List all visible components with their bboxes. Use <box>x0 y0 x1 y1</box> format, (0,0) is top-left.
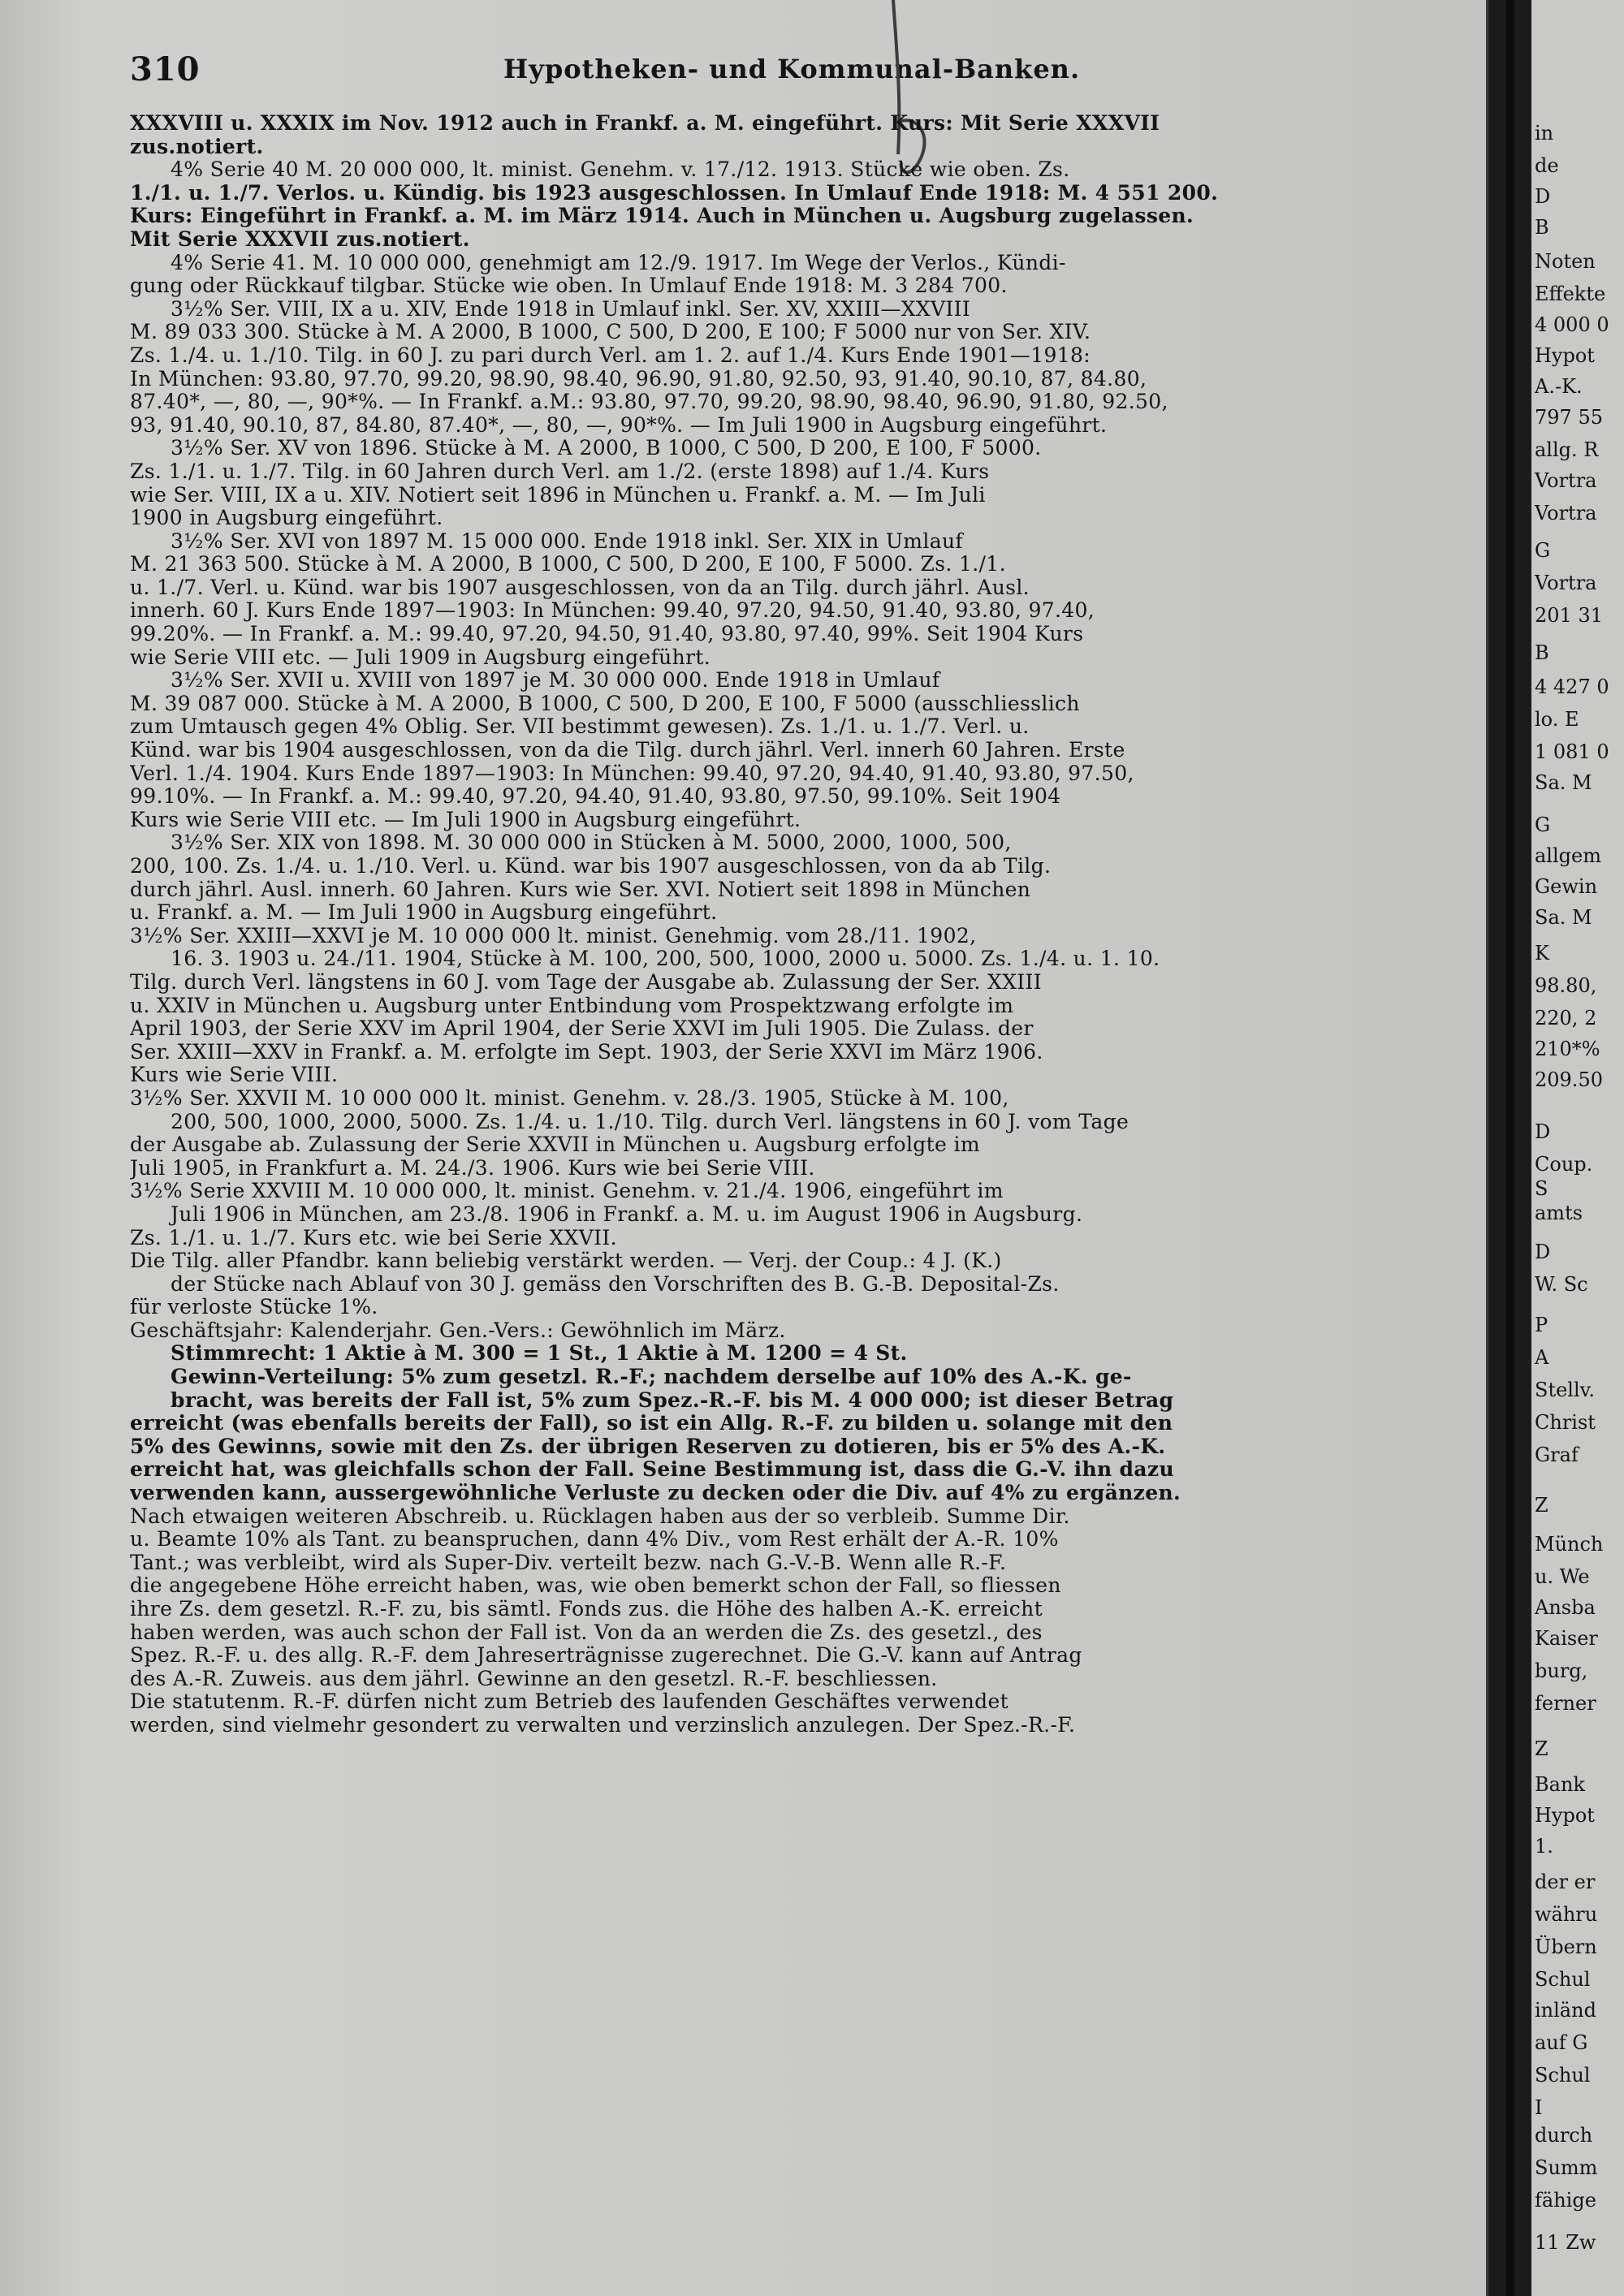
next-page-text-fragment: 210*% <box>1535 1038 1600 1060</box>
text-line: Tant.; was verbleibt, wird als Super-Div. verteilt bezw. nach G.-V.-B. Wenn alle R.-F. <box>130 1551 1007 1574</box>
text-line: 3½% Ser. VIII, IX a u. XIV, Ende 1918 in Umlauf inkl. Ser. XV, XXIII—XXVIII <box>171 297 971 321</box>
next-page-text-fragment: Hypot <box>1535 1804 1595 1827</box>
next-page-text-fragment: Christ <box>1535 1411 1596 1434</box>
next-page-text-fragment: 1. <box>1535 1835 1553 1858</box>
text-line: Stimmrecht: 1 Aktie à M. 300 = 1 St., 1 Aktie à M. 1200 = 4 St. <box>171 1342 908 1366</box>
next-page-text-fragment: allg. R <box>1535 438 1599 461</box>
next-page-text-fragment: 11 Zw <box>1535 2231 1596 2254</box>
text-line: 16. 3. 1903 u. 24./11. 1904, Stücke à M. 100, 200, 500, 1000, 2000 u. 5000. Zs. 1./4. u. 1. 10. <box>171 947 1160 971</box>
next-page-text-fragment: 98.80, <box>1535 974 1597 997</box>
text-line: 200, 100. Zs. 1./4. u. 1./10. Verl. u. Künd. war bis 1907 ausgeschlossen, von da ab Tilg. <box>130 855 1052 878</box>
next-page-text-fragment: Bank <box>1535 1773 1585 1796</box>
text-line: April 1903, der Serie XXV im April 1904, der Serie XXVI im Juli 1905. Die Zulass. der <box>130 1017 1034 1041</box>
text-line: Tilg. durch Verl. längstens in 60 J. vom Tage der Ausgabe ab. Zulassung der Ser. XXIII <box>130 970 1042 994</box>
next-page-text-fragment: K <box>1535 942 1549 965</box>
text-line: zus.notiert. <box>130 135 264 158</box>
text-line: 99.20%. — In Frankf. a. M.: 99.40, 97.20, 94.50, 91.40, 93.80, 97.40, 99%. Seit 1904 Kurs <box>130 623 1084 646</box>
text-line: 3½% Ser. XVII u. XVIII von 1897 je M. 30 000 000. Ende 1918 in Umlauf <box>171 669 940 693</box>
next-page-text-fragment: burg, <box>1535 1659 1588 1682</box>
next-page-text-fragment: Z <box>1535 1737 1548 1760</box>
text-line: 5% des Gewinns, sowie mit den Zs. der übrigen Reserven zu dotieren, bis er 5% des A.-K. <box>130 1435 1166 1458</box>
text-line: Mit Serie XXXVII zus.notiert. <box>130 227 470 251</box>
next-page-text-fragment: auf G <box>1535 2031 1588 2054</box>
text-line: gung oder Rückkauf tilgbar. Stücke wie oben. In Umlauf Ende 1918: M. 3 284 700. <box>130 274 1008 298</box>
next-page-text-fragment: D <box>1535 185 1551 208</box>
next-page-text-fragment: der er <box>1535 1871 1596 1893</box>
text-line: 4% Serie 41. M. 10 000 000, genehmigt am 12./9. 1917. Im Wege der Verlos., Kündi- <box>171 251 1066 274</box>
text-line: zum Umtausch gegen 4% Oblig. Ser. VII bestimmt gewesen). Zs. 1./1. u. 1./7. Verl. u. <box>130 715 1030 739</box>
text-line: die angegebene Höhe erreicht haben, was, wie oben bemerkt schon der Fall, so fliessen <box>130 1574 1061 1598</box>
next-page-text-fragment: Vortra <box>1535 572 1597 594</box>
next-page-text-fragment: Sa. M <box>1535 771 1592 794</box>
next-page-text-fragment: 1 081 0 <box>1535 740 1609 763</box>
next-page-text-fragment: 4 000 0 <box>1535 313 1609 336</box>
text-line: Die statutenm. R.-F. dürfen nicht zum Betrieb des laufenden Geschäftes verwendet <box>130 1690 1009 1714</box>
text-line: 3½% Ser. XXVII M. 10 000 000 lt. minist. Genehm. v. 28./3. 1905, Stücke à M. 100, <box>130 1086 1009 1110</box>
text-line: Kurs wie Serie VIII. <box>130 1064 339 1087</box>
next-page-text-fragment: Effekte <box>1535 283 1606 305</box>
next-page-text-fragment: durch <box>1535 2124 1593 2147</box>
next-page-text-fragment: 4 427 0 <box>1535 675 1609 698</box>
book-gutter <box>1486 0 1534 2296</box>
page-header <box>130 50 1445 89</box>
text-line: 93, 91.40, 90.10, 87, 84.80, 87.40*, —, 80, —, 90*%. — Im Juli 1900 in Augsburg eingeführt. <box>130 413 1108 437</box>
next-page-text-fragment: B <box>1535 216 1549 239</box>
next-page-text-fragment: in <box>1535 122 1554 145</box>
next-page-text-fragment: D <box>1535 1241 1551 1263</box>
text-line: u. 1./7. Verl. u. Künd. war bis 1907 ausgeschlossen, von da an Tilg. durch jährl. Ausl. <box>130 576 1030 599</box>
text-line: innerh. 60 J. Kurs Ende 1897—1903: In München: 99.40, 97.20, 94.50, 91.40, 93.80, 97.40, <box>130 599 1095 623</box>
text-line: ihre Zs. dem gesetzl. R.-F. zu, bis sämtl. Fonds zus. die Höhe des halben A.-K. erreicht <box>130 1598 1043 1621</box>
text-line: u. XXIV in München u. Augsburg unter Entbindung vom Prospektzwang erfolgte im <box>130 994 1014 1017</box>
text-line: Zs. 1./1. u. 1./7. Tilg. in 60 Jahren durch Verl. am 1./2. (erste 1898) auf 1./4. Kurs <box>130 460 990 483</box>
next-page-text-fragment: Coup. <box>1535 1153 1593 1176</box>
text-line: Juli 1905, in Frankfurt a. M. 24./3. 1906. Kurs wie bei Serie VIII. <box>130 1156 815 1180</box>
next-page-text-fragment: lo. E <box>1535 708 1579 731</box>
text-line: XXXVIII u. XXXIX im Nov. 1912 auch in Frankf. a. M. eingeführt. Kurs: Mit Serie XXXVII <box>130 112 1160 135</box>
next-page-text-fragment: Noten <box>1535 250 1596 273</box>
text-line: Juli 1906 in München, am 23./8. 1906 in Frankf. a. M. u. im August 1906 in Augsburg. <box>171 1202 1083 1226</box>
next-page-text-fragment: I <box>1535 2096 1543 2119</box>
next-page-text-fragment: Vortra <box>1535 469 1597 492</box>
text-line: 1./1. u. 1./7. Verlos. u. Kündig. bis 1923 ausgeschlossen. In Umlauf Ende 1918: M. 4 551 200. <box>130 181 1219 205</box>
next-page-text-fragment: B <box>1535 641 1549 664</box>
next-page-text-fragment: 797 55 <box>1535 406 1603 429</box>
text-line: 3½% Ser. XVI von 1897 M. 15 000 000. Ende 1918 inkl. Ser. XIX in Umlauf <box>171 529 964 553</box>
next-page-text-fragment: Vortra <box>1535 502 1597 524</box>
next-page-text-fragment: u. We <box>1535 1565 1590 1588</box>
text-line: für verloste Stücke 1%. <box>130 1296 378 1319</box>
right-book-page-fragment <box>1531 0 1624 2296</box>
text-line: M. 21 363 500. Stücke à M. A 2000, B 1000, C 500, D 200, E 100, F 5000. Zs. 1./1. <box>130 553 1006 576</box>
text-line: Verl. 1./4. 1904. Kurs Ende 1897—1903: In München: 99.40, 97.20, 94.40, 91.40, 93.80, 97.50, <box>130 762 1134 785</box>
next-page-text-fragment: Übern <box>1535 1936 1597 1958</box>
text-line: Die Tilg. aller Pfandbr. kann beliebig verstärkt werden. — Verj. der Coup.: 4 J. (K.) <box>130 1249 1002 1273</box>
next-page-text-fragment: währu <box>1535 1903 1598 1926</box>
text-line: 3½% Ser. XXIII—XXVI je M. 10 000 000 lt. minist. Genehmig. vom 28./11. 1902, <box>130 924 977 947</box>
next-page-text-fragment: Graf <box>1535 1444 1579 1466</box>
text-line: durch jährl. Ausl. innerh. 60 Jahren. Kurs wie Ser. XVI. Notiert seit 1898 in München <box>130 878 1031 901</box>
text-line: des A.-R. Zuweis. aus dem jährl. Gewinne an den gesetzl. R.-F. beschliessen. <box>130 1667 938 1690</box>
next-page-text-fragment: inländ <box>1535 1999 1596 2022</box>
next-page-text-fragment: Kaiser <box>1535 1627 1598 1650</box>
next-page-text-fragment: S <box>1535 1177 1548 1200</box>
text-line: Geschäftsjahr: Kalenderjahr. Gen.-Vers.: Gewöhnlich im März. <box>130 1318 786 1342</box>
text-line: erreicht (was ebenfalls bereits der Fall), so ist ein Allg. R.-F. zu bilden u. solange mit den <box>130 1412 1173 1435</box>
next-page-text-fragment: allgem <box>1535 844 1601 867</box>
text-line: 1900 in Augsburg eingeführt. <box>130 507 443 530</box>
next-page-text-fragment: G <box>1535 814 1551 836</box>
text-line: Künd. war bis 1904 ausgeschlossen, von da die Tilg. durch jährl. Verl. innerh 60 Jahren. Erste <box>130 739 1125 762</box>
text-line: Spez. R.-F. u. des allg. R.-F. dem Jahreserträgnisse zugerechnet. Die G.-V. kann auf Antrag <box>130 1644 1082 1668</box>
running-title: Hypotheken- und Kommunal-Banken. <box>503 54 1081 84</box>
text-line: der Ausgabe ab. Zulassung der Serie XXVII in München u. Augsburg erfolgte im <box>130 1133 980 1157</box>
page-number: 310 <box>130 50 201 88</box>
text-line: 99.10%. — In Frankf. a. M.: 99.40, 97.20, 94.40, 91.40, 93.80, 97.50, 99.10%. Seit 1904 <box>130 785 1061 809</box>
text-line: 3½% Serie XXVIII M. 10 000 000, lt. minist. Genehm. v. 21./4. 1906, eingeführt im <box>130 1180 1004 1203</box>
text-line: 200, 500, 1000, 2000, 5000. Zs. 1./4. u. 1./10. Tilg. durch Verl. längstens in 60 J. vom Tage <box>171 1110 1129 1133</box>
text-line: verwenden kann, aussergewöhnliche Verluste zu decken oder die Div. auf 4% zu ergänzen. <box>130 1482 1181 1505</box>
text-line: Zs. 1./4. u. 1./10. Tilg. in 60 J. zu pari durch Verl. am 1. 2. auf 1./4. Kurs Ende 1901—1918: <box>130 343 1091 367</box>
text-line: Gewinn-Verteilung: 5% zum gesetzl. R.-F.; nachdem derselbe auf 10% des A.-K. ge- <box>171 1366 1132 1389</box>
next-page-text-fragment: Ansba <box>1535 1596 1596 1619</box>
next-page-text-fragment: 220, 2 <box>1535 1007 1597 1029</box>
next-page-text-fragment: Gewin <box>1535 875 1598 898</box>
next-page-text-fragment: Münch <box>1535 1533 1604 1556</box>
next-page-text-fragment: A.-K. <box>1535 375 1583 398</box>
text-line: 4% Serie 40 M. 20 000 000, lt. minist. Genehm. v. 17./12. 1913. Stücke wie oben. Zs. <box>171 158 1070 182</box>
next-page-text-fragment: Stellv. <box>1535 1379 1595 1401</box>
text-line: u. Beamte 10% als Tant. zu beanspruchen, dann 4% Div., vom Rest erhält der A.-R. 10% <box>130 1528 1059 1552</box>
next-page-text-fragment: amts <box>1535 1202 1583 1224</box>
next-page-text-fragment: P <box>1535 1314 1548 1336</box>
text-line: Kurs: Eingeführt in Frankf. a. M. im März 1914. Auch in München u. Augsburg zugelassen. <box>130 205 1194 228</box>
text-line: erreicht hat, was gleichfalls schon der Fall. Seine Bestimmung ist, dass die G.-V. ihn dazu <box>130 1458 1174 1482</box>
next-page-text-fragment: A <box>1535 1346 1549 1369</box>
next-page-text-fragment: 209.50 <box>1535 1068 1603 1091</box>
text-line: bracht, was bereits der Fall ist, 5% zum Spez.-R.-F. bis M. 4 000 000; ist dieser Betrag <box>171 1388 1174 1412</box>
text-line: haben werden, was auch schon der Fall ist. Von da an werden die Zs. des gesetzl., des <box>130 1621 1043 1644</box>
text-line: wie Serie VIII etc. — Juli 1909 in Augsburg eingeführt. <box>130 645 711 669</box>
next-page-text-fragment: Schul <box>1535 2064 1591 2087</box>
text-line: M. 39 087 000. Stücke à M. A 2000, B 1000, C 500, D 200, E 100, F 5000 (ausschliesslich <box>130 692 1080 715</box>
text-line: Nach etwaigen weiteren Abschreib. u. Rücklagen haben aus der so verbleib. Summe Dir. <box>130 1504 1070 1528</box>
text-line: u. Frankf. a. M. — Im Juli 1900 in Augsburg eingeführt. <box>130 901 718 925</box>
next-page-text-fragment: ferner <box>1535 1692 1596 1715</box>
next-page-text-fragment: G <box>1535 539 1551 562</box>
next-page-text-fragment: Z <box>1535 1494 1548 1517</box>
next-page-text-fragment: 201 31 <box>1535 604 1603 627</box>
text-line: Ser. XXIII—XXV in Frankf. a. M. erfolgte im Sept. 1903, der Serie XXVI im März 1906. <box>130 1040 1043 1064</box>
next-page-text-fragment: D <box>1535 1120 1551 1143</box>
next-page-text-fragment: Schul <box>1535 1968 1591 1991</box>
text-line: wie Ser. VIII, IX a u. XIV. Notiert seit 1896 in München u. Frankf. a. M. — Im Juli <box>130 483 986 507</box>
text-line: der Stücke nach Ablauf von 30 J. gemäss den Vorschriften des B. G.-B. Deposital-Zs. <box>171 1272 1060 1296</box>
text-line: werden, sind vielmehr gesondert zu verwalten und verzinslich anzulegen. Der Spez.-R.-F. <box>130 1713 1076 1737</box>
next-page-text-fragment: fähige <box>1535 2189 1596 2212</box>
text-line: 87.40*, —, 80, —, 90*%. — In Frankf. a.M.: 93.80, 97.70, 99.20, 98.90, 98.40, 96.90, 91.80, 92.50, <box>130 391 1168 414</box>
next-page-text-fragment: W. Sc <box>1535 1273 1588 1296</box>
next-page-text-fragment: Summ <box>1535 2156 1598 2179</box>
next-page-text-fragment: de <box>1535 154 1559 177</box>
page-body-text <box>130 112 1441 2280</box>
text-line: 3½% Ser. XIX von 1898. M. 30 000 000 in Stücken à M. 5000, 2000, 1000, 500, <box>171 831 1012 855</box>
text-line: 3½% Ser. XV von 1896. Stücke à M. A 2000, B 1000, C 500, D 200, E 100, F 5000. <box>171 437 1042 460</box>
text-line: M. 89 033 300. Stücke à M. A 2000, B 1000, C 500, D 200, E 100; F 5000 nur von Ser. XIV. <box>130 321 1091 344</box>
next-page-text-fragment: Hypot <box>1535 344 1595 367</box>
text-line: In München: 93.80, 97.70, 99.20, 98.90, 98.40, 96.90, 91.80, 92.50, 93, 91.40, 90.10, 87, 84.80, <box>130 367 1147 391</box>
text-line: Zs. 1./1. u. 1./7. Kurs etc. wie bei Serie XXVII. <box>130 1226 617 1249</box>
text-line: Kurs wie Serie VIII etc. — Im Juli 1900 in Augsburg eingeführt. <box>130 808 801 831</box>
next-page-text-fragment: Sa. M <box>1535 906 1592 929</box>
